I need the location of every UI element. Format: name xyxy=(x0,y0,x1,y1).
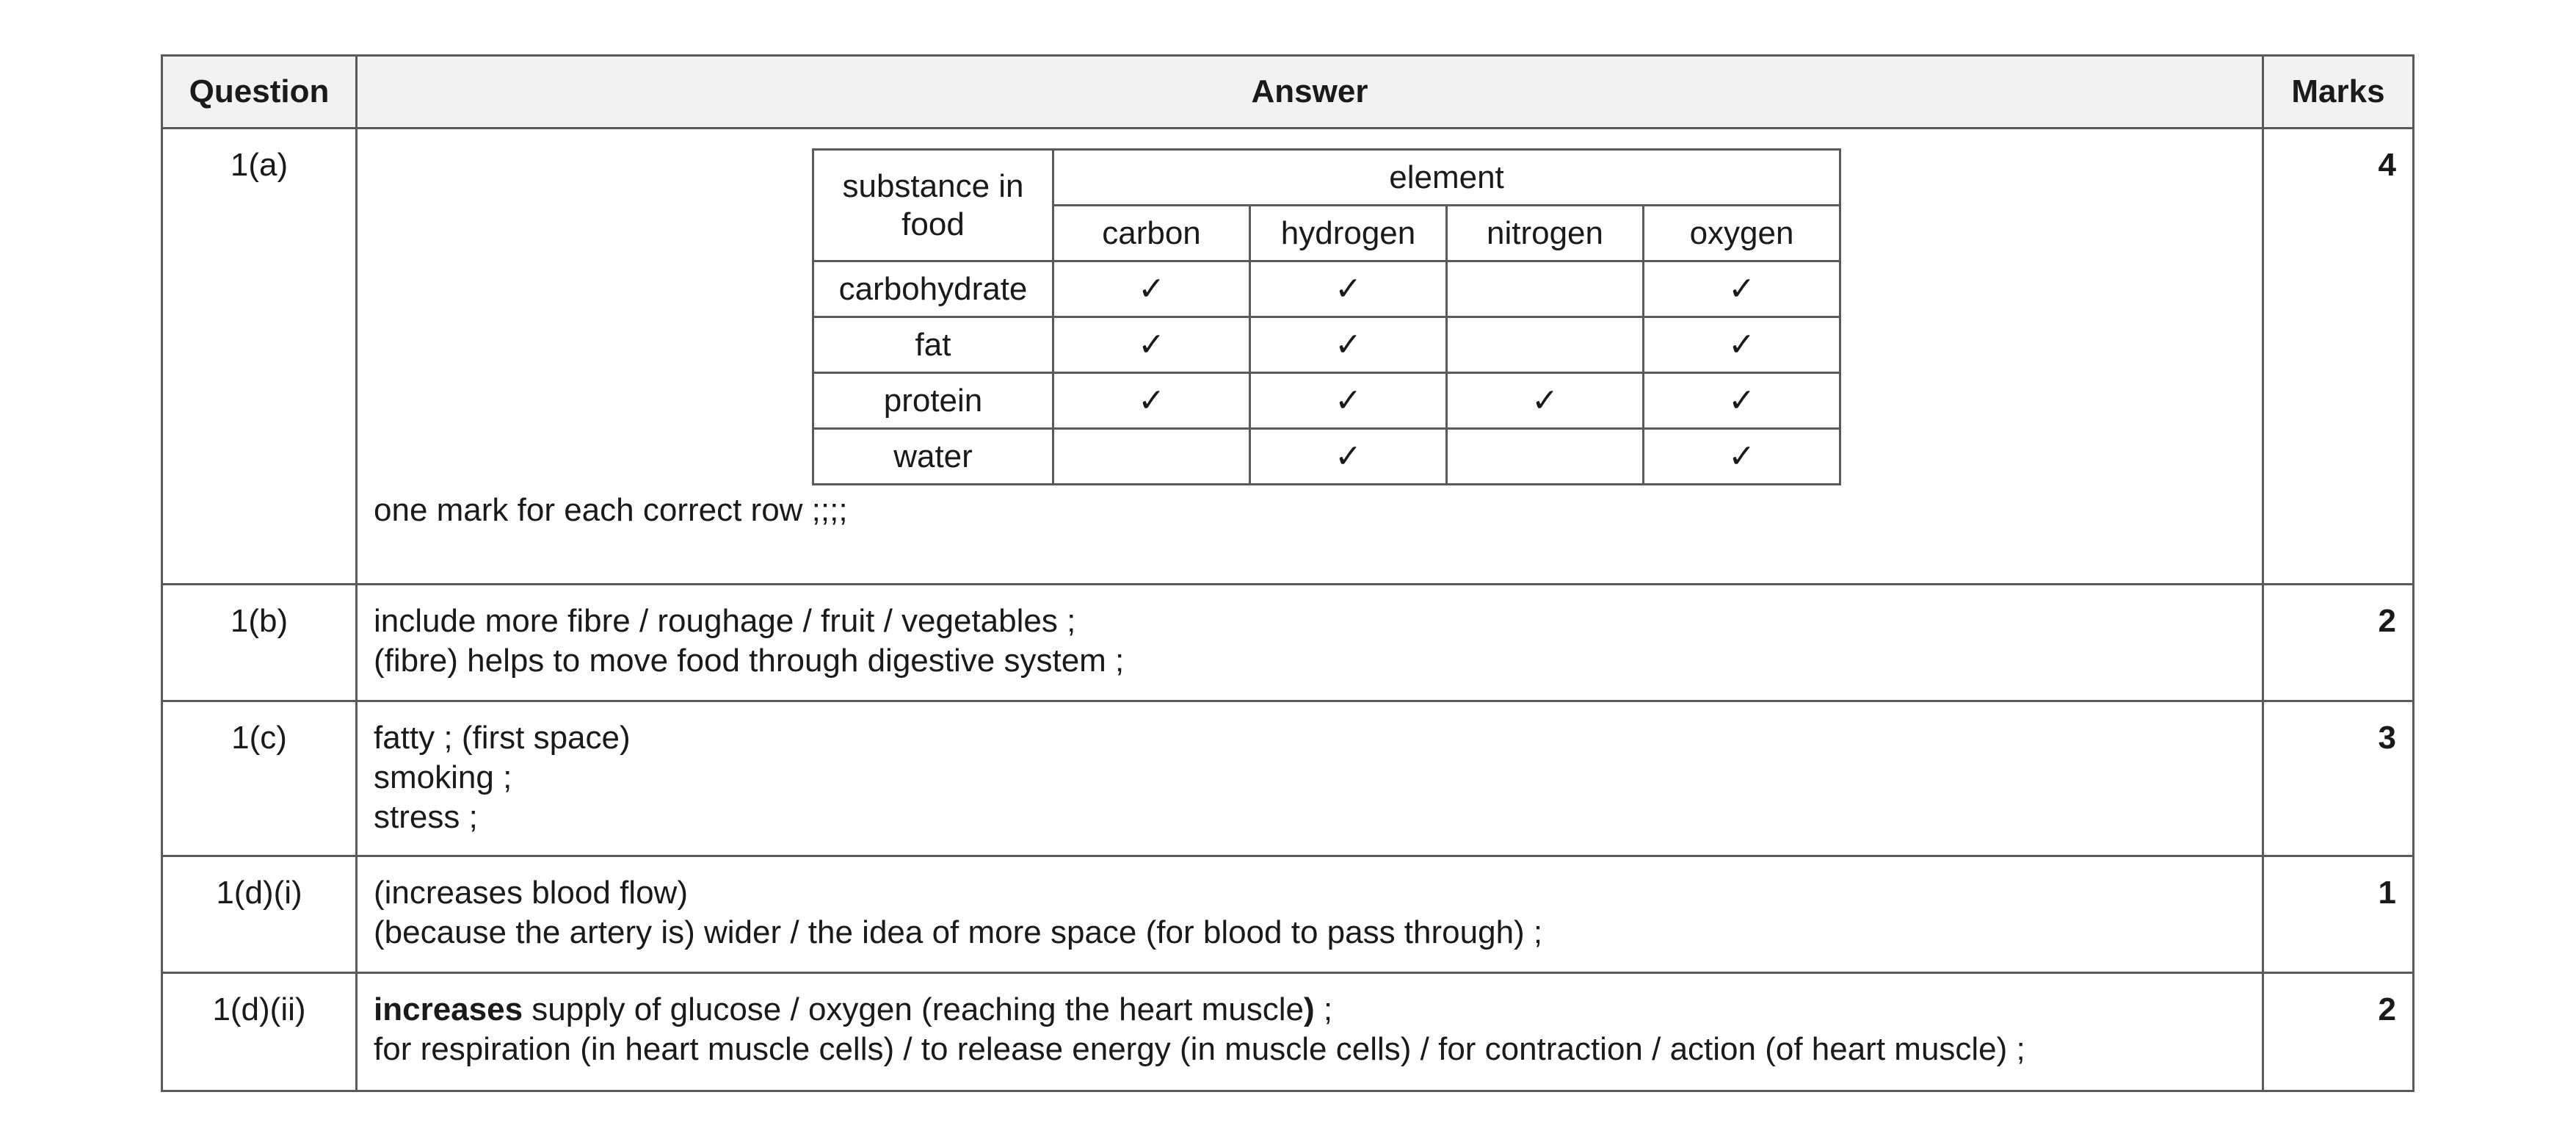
answer-cell xyxy=(357,856,2263,973)
answer-cell xyxy=(357,701,2263,856)
element-group-header: element xyxy=(1053,150,1840,206)
header-row xyxy=(162,56,2414,129)
question-number: 1(d)(i) xyxy=(162,856,357,973)
question-number: 1(c) xyxy=(162,701,357,856)
tick-mark xyxy=(1447,429,1644,485)
substance-label: carbohydrate xyxy=(813,261,1053,317)
answer-line: for respiration (in heart muscle cells) / to release energy (in muscle cells) / for contraction / action (of heart muscle) ; xyxy=(374,1031,2025,1067)
substance-label: protein xyxy=(813,373,1053,429)
answer-line: include more fibre / roughage / fruit / vegetables ; xyxy=(374,603,1076,639)
bold-paren: ) xyxy=(1304,991,1315,1027)
tick-mark: ✓ xyxy=(1053,317,1250,373)
answer-line xyxy=(374,990,2247,1030)
elements-row-protein xyxy=(813,373,1840,429)
column-header-hydrogen: hydrogen xyxy=(1250,206,1447,261)
answer-line: (fibre) helps to move food through digestive system ; xyxy=(374,643,1125,679)
substance-label: water xyxy=(813,429,1053,485)
elements-table-header-row xyxy=(813,150,1840,206)
answer-cell xyxy=(357,973,2263,1091)
tick-mark: ✓ xyxy=(1644,317,1840,373)
table-row xyxy=(162,129,2414,585)
bold-keyword: increases xyxy=(374,991,523,1027)
tick-mark: ✓ xyxy=(1644,429,1840,485)
tick-mark: ✓ xyxy=(1250,429,1447,485)
tick-mark: ✓ xyxy=(1644,261,1840,317)
marks-value: 4 xyxy=(2263,129,2414,585)
answer-cell xyxy=(357,129,2263,585)
tick-mark: ✓ xyxy=(1250,317,1447,373)
answer-line: (because the artery is) wider / the idea of more space (for blood to pass through) ; xyxy=(374,914,1543,950)
marks-value: 2 xyxy=(2263,585,2414,701)
table-row xyxy=(162,856,2414,973)
answer-text: supply of glucose / oxygen (reaching the heart muscle xyxy=(523,991,1304,1027)
tick-mark: ✓ xyxy=(1250,373,1447,429)
answer-line: smoking ; xyxy=(374,759,512,795)
table-row xyxy=(162,701,2414,856)
mark-note: one mark for each correct row ;;;; xyxy=(374,492,848,528)
question-column-header: Question xyxy=(162,56,357,129)
answer-column-header: Answer xyxy=(357,56,2263,129)
corner-header: substance in food xyxy=(813,150,1053,261)
substance-label: fat xyxy=(813,317,1053,373)
column-header-carbon: carbon xyxy=(1053,206,1250,261)
column-header-oxygen: oxygen xyxy=(1644,206,1840,261)
column-header-nitrogen: nitrogen xyxy=(1447,206,1644,261)
answer-text: ; xyxy=(1314,991,1333,1027)
table-row xyxy=(162,585,2414,701)
question-number: 1(d)(ii) xyxy=(162,973,357,1091)
question-number: 1(b) xyxy=(162,585,357,701)
tick-mark xyxy=(1053,429,1250,485)
answer-line: (increases blood flow) xyxy=(374,875,688,911)
tick-mark xyxy=(1447,261,1644,317)
answer-line: fatty ; (first space) xyxy=(374,720,631,756)
tick-mark: ✓ xyxy=(1053,373,1250,429)
marks-value: 2 xyxy=(2263,973,2414,1091)
mark-scheme-table xyxy=(161,54,2414,1092)
table-row xyxy=(162,973,2414,1091)
tick-mark: ✓ xyxy=(1644,373,1840,429)
tick-mark: ✓ xyxy=(1250,261,1447,317)
marks-value: 1 xyxy=(2263,856,2414,973)
marks-value: 3 xyxy=(2263,701,2414,856)
elements-row-fat xyxy=(813,317,1840,373)
answer-line: stress ; xyxy=(374,799,478,835)
tick-mark: ✓ xyxy=(1447,373,1644,429)
marks-column-header: Marks xyxy=(2263,56,2414,129)
elements-table xyxy=(812,148,1841,485)
elements-row-carbohydrate xyxy=(813,261,1840,317)
answer-cell xyxy=(357,585,2263,701)
tick-mark xyxy=(1447,317,1644,373)
elements-row-water xyxy=(813,429,1840,485)
question-number: 1(a) xyxy=(162,129,357,585)
tick-mark: ✓ xyxy=(1053,261,1250,317)
